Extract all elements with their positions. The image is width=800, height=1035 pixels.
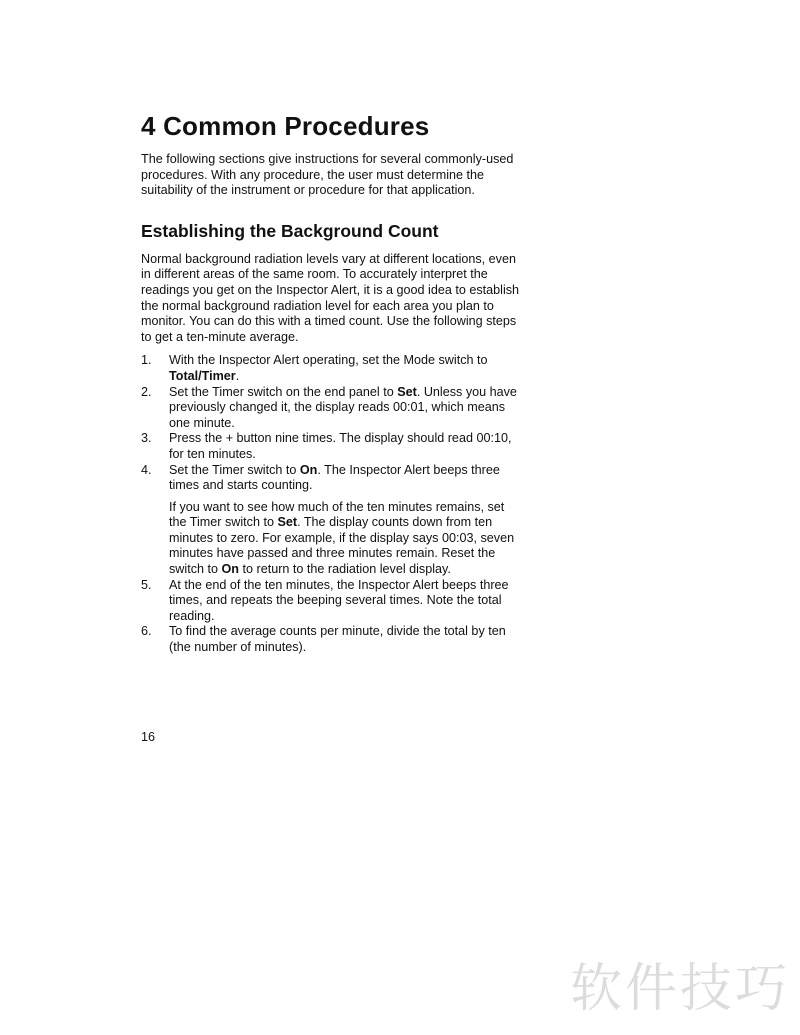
step-bold-term: Set [397,384,417,399]
document-page [141,108,521,656]
step-text: Set the Timer switch to [169,462,300,477]
step-bold-term: Total/Timer [169,368,236,383]
step-note [169,500,521,578]
step-number: 3. [141,431,152,446]
step-item [141,624,521,655]
chapter-title: 4 Common Procedures [141,111,430,141]
step-item [141,431,521,462]
step-item [141,463,521,578]
section-heading: Establishing the Background Count [141,220,439,241]
note-bold-term: On [221,562,239,577]
step-text: With the Inspector Alert operating, set the Mode switch to [169,353,488,368]
step-number: 2. [141,384,152,399]
background-paragraph: Normal background radiation levels vary at different locations, even in different areas of the same room. To accurately interpret the readings you get on the Inspector Alert, it is a good idea to establish the normal background radiation level for each area you plan to monitor. You can do this with a timed count. Use the following steps to get a ten-minute average. [141,251,520,344]
note-text: to return to the radiation level display. [239,562,451,577]
note-text: . The display counts down from ten minutes to zero. For example, if the display says 00:03, seven minutes have passed and three minutes remain. Reset the switch to [169,515,515,577]
step-number: 4. [141,462,152,477]
step-text: Set the Timer switch on the end panel to [169,384,398,399]
step-item [141,385,521,432]
page-number: 16 [141,730,156,744]
watermark: 软件技巧 [569,959,790,1019]
procedure-steps [141,353,521,655]
note-bold-term: Set [277,515,298,530]
step-text: . Unless you have previously changed it, the display reads 00:01, which means one minute. [169,384,517,430]
step-text: At the end of the ten minutes, the Inspector Alert beeps three times, and repeats the beeping several times. Note the total reading. [169,577,509,623]
step-text: . [235,368,240,383]
intro-paragraph: The following sections give instructions for several commonly-used procedures. With any procedure, the user must determine the suitability of the instrument or procedure for that application. [141,152,514,198]
step-text: To find the average counts per minute, divide the total by ten (the number of minutes). [169,624,506,655]
step-text: Press the + button nine times. The display should read 00:10, for ten minutes. [169,431,512,461]
step-number: 6. [141,624,152,639]
step-number: 1. [141,353,152,368]
step-item [141,353,521,384]
step-number: 5. [141,577,152,592]
step-text: . The Inspector Alert beeps three times and starts counting. [169,462,500,493]
note-text: If you want to see how much of the ten minutes remains, set the Timer switch to [169,499,505,530]
step-item [141,578,521,625]
step-bold-term: On [299,462,318,477]
